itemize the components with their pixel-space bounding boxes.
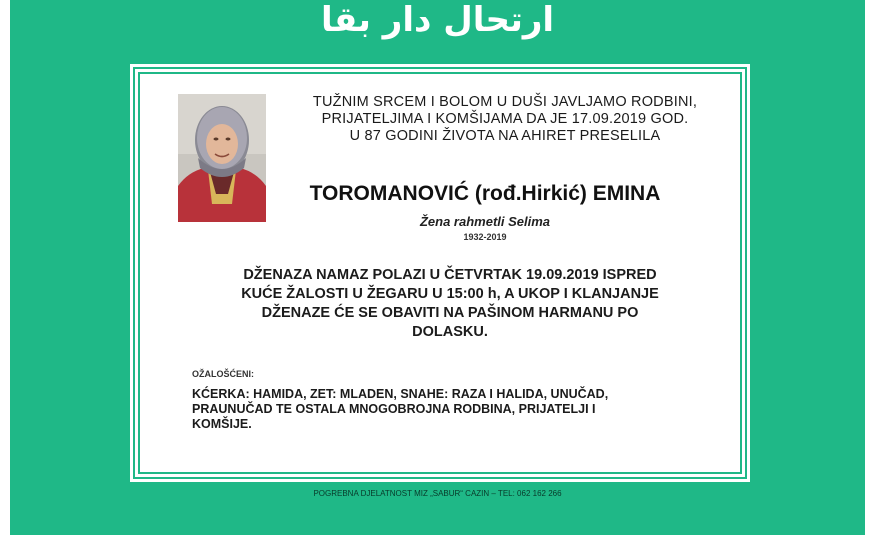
announcement-line: TUŽNIM SRCEM I BOLOM U DUŠI JAVLJAMO RODBINI, (312, 94, 698, 110)
funeral-line: DOLASKU. (412, 324, 488, 340)
deceased-photo (178, 94, 266, 222)
portrait-image (178, 94, 266, 222)
spouse-line: Žena rahmetli Selima (419, 214, 551, 229)
obituary-sheet (10, 0, 865, 535)
mourners-label: OŽALOŠĆENI: (192, 369, 254, 379)
announcement-text (270, 94, 740, 145)
funeral-details (180, 266, 720, 342)
obituary-notice-card (130, 64, 750, 482)
arabic-calligraphy-header: ارتحال دار بقا (320, 0, 555, 40)
life-years: 1932-2019 (463, 232, 507, 242)
mourners-list (192, 387, 712, 432)
mourners-line: KOMŠIJE. (192, 417, 252, 431)
announcement-line: PRIJATELJIMA I KOMŠIJAMA DA JE 17.09.2019 GOD. (321, 111, 689, 127)
deceased-name: TOROMANOVIĆ (rođ.Hirkić) EMINA (309, 182, 661, 205)
funeral-service-footer: POGREBNA DJELATNOST MIZ „SABUR“ CAZIN – TEL: 062 162 266 (313, 489, 562, 498)
funeral-line: DŽENAZA NAMAZ POLAZI U ČETVRTAK 19.09.2019 ISPRED (243, 267, 657, 283)
announcement-line: U 87 GODINI ŽIVOTA NA AHIRET PRESELILA (349, 128, 661, 144)
funeral-line: DŽENAZE ĆE SE OBAVITI NA PAŠINOM HARMANU PO (261, 305, 639, 321)
mourners-line: KĆERKA: HAMIDA, ZET: MLADEN, SNAHE: RAZA I HALIDA, UNUČAD, (192, 387, 609, 401)
notice-frame (138, 72, 742, 474)
mourners-line: PRAUNUČAD TE OSTALA MNOGOBROJNA RODBINA, PRIJATELJI I (192, 402, 596, 416)
funeral-line: KUĆE ŽALOSTI U ŽEGARU U 15:00 h, A UKOP I KLANJANJE (241, 286, 659, 302)
